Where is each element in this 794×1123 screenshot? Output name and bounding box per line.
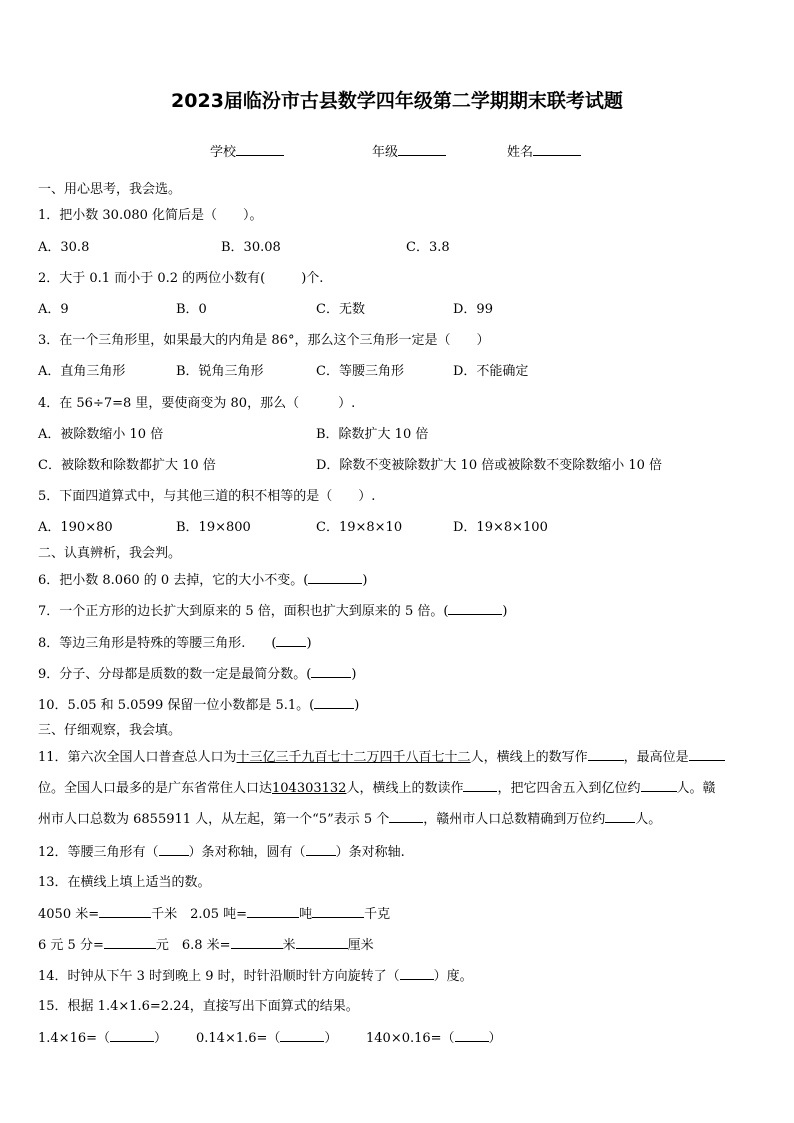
q13-r2-blank-3[interactable] [296, 936, 348, 949]
section-2-heading: 二、认真辨析，我会判。 [38, 546, 182, 561]
question-8 [38, 634, 312, 653]
q13-r2-blank-1[interactable] [104, 936, 156, 949]
q11-underlined-number: 十三亿三千九百七十二万四千八百七十二 [236, 750, 471, 765]
q15-e2-text: 0.14×1.6=（ [196, 1031, 281, 1046]
q9-answer-blank[interactable] [311, 665, 351, 678]
q11-text-5: 人，横线上的数读作 [346, 781, 464, 796]
q13-r2-text-3: 米 [282, 938, 296, 953]
q8-answer-blank[interactable] [276, 634, 306, 647]
question-7 [38, 602, 508, 621]
q13-r2-blank-2[interactable] [231, 936, 283, 949]
name-label: 姓名 [507, 145, 534, 160]
q15-e3-text: 140×0.16=（ [366, 1031, 455, 1046]
q5-option-d: D．19×8×100 [453, 520, 548, 535]
section-3-heading: 三、仔细观察，我会填。 [38, 723, 182, 738]
q13-row-2 [38, 936, 374, 955]
q12-text-1: 12．等腰三角形有（ [38, 845, 159, 860]
school-blank[interactable] [236, 143, 284, 156]
q8-text: 8．等边三角形是特殊的等腰三角形. ( [38, 636, 277, 651]
q11-text-9: ，赣州市人口总数精确到万位约 [423, 812, 606, 827]
q11-text-2: 人，横线上的数写作 [470, 750, 588, 765]
q2-text-after: )个. [301, 271, 324, 286]
q8-close: ) [306, 636, 312, 651]
q2-option-a: A．9 [38, 302, 69, 317]
q4-option-d: D．除数不变被除数扩大 10 倍或被除数不变除数缩小 10 倍 [316, 458, 663, 473]
question-2 [38, 270, 323, 288]
q5-option-c: C．19×8×10 [316, 520, 403, 535]
q13-r1-blank-1[interactable] [99, 905, 151, 918]
question-10 [38, 696, 359, 715]
q15-e3-close: ） [488, 1031, 502, 1046]
q11-text-6: ，把它四舍五入到亿位约 [497, 781, 641, 796]
q15-expr-1 [38, 1029, 167, 1048]
q12-text-3: ）条对称轴. [335, 845, 405, 860]
grade-field [372, 141, 446, 160]
question-11-line-1 [38, 748, 756, 767]
q11-text-1: 11．第六次全国人口普查总人口为 [38, 750, 237, 765]
q11-blank-2[interactable] [689, 748, 725, 761]
q13-row-1 [38, 905, 390, 924]
q11-text-8: 州市人口总数为 6855911 人，从左起，第一个“5”表示 5 个 [38, 812, 390, 827]
q11-blank-5[interactable] [389, 810, 423, 823]
q13-r2-text-2: 元 6.8 米= [155, 938, 231, 953]
q4-option-c: C．被除数和除数都扩大 10 倍 [38, 458, 216, 473]
q11-text-4: 位。全国人口最多的是广东省常住人口达 [38, 781, 273, 796]
q3-option-a: A．直角三角形 [38, 364, 126, 379]
q14-text-2: ）度。 [433, 969, 473, 984]
q3-option-b: B．锐角三角形 [176, 364, 264, 379]
question-6 [38, 571, 367, 590]
q12-text-2: ）条对称轴，圆有（ [188, 845, 306, 860]
q7-close: ) [502, 604, 508, 619]
q15-e3-blank[interactable] [455, 1029, 489, 1042]
q10-close: ) [354, 698, 360, 713]
q7-answer-blank[interactable] [448, 602, 502, 615]
school-label: 学校 [210, 145, 237, 160]
q1-option-c: C．3.8 [406, 240, 450, 255]
q2-text-before: 2．大于 0.1 而小于 0.2 的两位小数有( [38, 271, 266, 286]
q10-answer-blank[interactable] [314, 696, 354, 709]
question-4: 4．在 56÷7=8 里，要使商变为 80，那么（ ）. [38, 396, 356, 411]
q11-blank-1[interactable] [588, 748, 624, 761]
section-1-heading: 一、用心思考，我会选。 [38, 182, 182, 197]
q13-r2-text-1: 6 元 5 分= [38, 938, 104, 953]
question-9 [38, 665, 356, 684]
q3-option-c: C．等腰三角形 [316, 364, 404, 379]
q2-option-b: B．0 [176, 302, 207, 317]
school-field [210, 141, 284, 160]
q5-option-b: B．19×800 [176, 520, 251, 535]
q7-text: 7．一个正方形的边长扩大到原来的 5 倍，面积也扩大到原来的 5 倍。( [38, 604, 449, 619]
q14-text-1: 14．时钟从下午 3 时到晚上 9 时，时针沿顺时针方向旋转了（ [38, 969, 400, 984]
question-1: 1．把小数 30.080 化简后是（ ）。 [38, 208, 263, 223]
q11-text-7: 人。赣 [676, 781, 716, 796]
q6-answer-blank[interactable] [308, 571, 362, 584]
question-13: 13．在横线上填上适当的数。 [38, 875, 211, 890]
question-15: 15．根据 1.4×1.6=2.24，直接写出下面算式的结果。 [38, 999, 359, 1014]
q15-e1-close: ） [154, 1031, 168, 1046]
q13-r1-blank-3[interactable] [312, 905, 364, 918]
q13-r1-text-2: 千米 2.05 吨= [151, 907, 248, 922]
q15-e2-close: ） [324, 1031, 338, 1046]
q15-e1-text: 1.4×16=（ [38, 1031, 111, 1046]
q15-e2-blank[interactable] [280, 1029, 324, 1042]
q10-text: 10．5.05 和 5.0599 保留一位小数都是 5.1。( [38, 698, 315, 713]
question-3: 3．在一个三角形里，如果最大的内角是 86°，那么这个三角形一定是（ ） [38, 333, 490, 348]
question-12 [38, 843, 405, 862]
q13-r1-text-1: 4050 米= [38, 907, 100, 922]
question-5: 5．下面四道算式中，与其他三道的积不相等的是（ ）. [38, 489, 376, 504]
q11-text-10: 人。 [635, 812, 662, 827]
q3-option-d: D．不能确定 [453, 364, 529, 379]
q13-r1-blank-2[interactable] [247, 905, 299, 918]
q15-e1-blank[interactable] [110, 1029, 154, 1042]
q6-close: ) [362, 573, 368, 588]
name-field [507, 141, 581, 160]
q12-blank-1[interactable] [159, 843, 189, 856]
q5-option-a: A．190×80 [38, 520, 113, 535]
q4-option-b: B．除数扩大 10 倍 [316, 427, 429, 442]
q11-blank-6[interactable] [605, 810, 635, 823]
q1-option-b: B．30.08 [221, 240, 281, 255]
grade-label: 年级 [372, 145, 399, 160]
q9-text: 9．分子、分母都是质数的数一定是最简分数。( [38, 667, 312, 682]
q4-option-a: A．被除数缩小 10 倍 [38, 427, 164, 442]
q14-blank[interactable] [400, 967, 434, 980]
q2-option-c: C．无数 [316, 302, 365, 317]
q11-underlined-number-2: 104303132 [272, 781, 347, 796]
q6-text: 6．把小数 8.060 的 0 去掉，它的大小不变。( [38, 573, 309, 588]
question-11-line-2 [38, 779, 756, 798]
q11-blank-4[interactable] [641, 779, 677, 792]
q9-close: ) [351, 667, 357, 682]
grade-blank[interactable] [398, 143, 446, 156]
q13-r2-text-4: 厘米 [347, 938, 374, 953]
q2-option-d: D．99 [453, 302, 493, 317]
page-title: 2023届临汾市古县数学四年级第二学期期末联考试题 [171, 90, 623, 112]
q13-r1-text-3: 吨 [299, 907, 313, 922]
q1-option-a: A．30.8 [38, 240, 90, 255]
q13-r1-text-4: 千克 [364, 907, 391, 922]
q12-blank-2[interactable] [306, 843, 336, 856]
q15-expr-2 [196, 1029, 337, 1048]
q15-expr-3 [366, 1029, 502, 1048]
question-14 [38, 967, 473, 986]
q11-blank-3[interactable] [463, 779, 497, 792]
question-11-line-3 [38, 810, 756, 829]
q11-text-3: ，最高位是 [623, 750, 689, 765]
name-blank[interactable] [533, 143, 581, 156]
